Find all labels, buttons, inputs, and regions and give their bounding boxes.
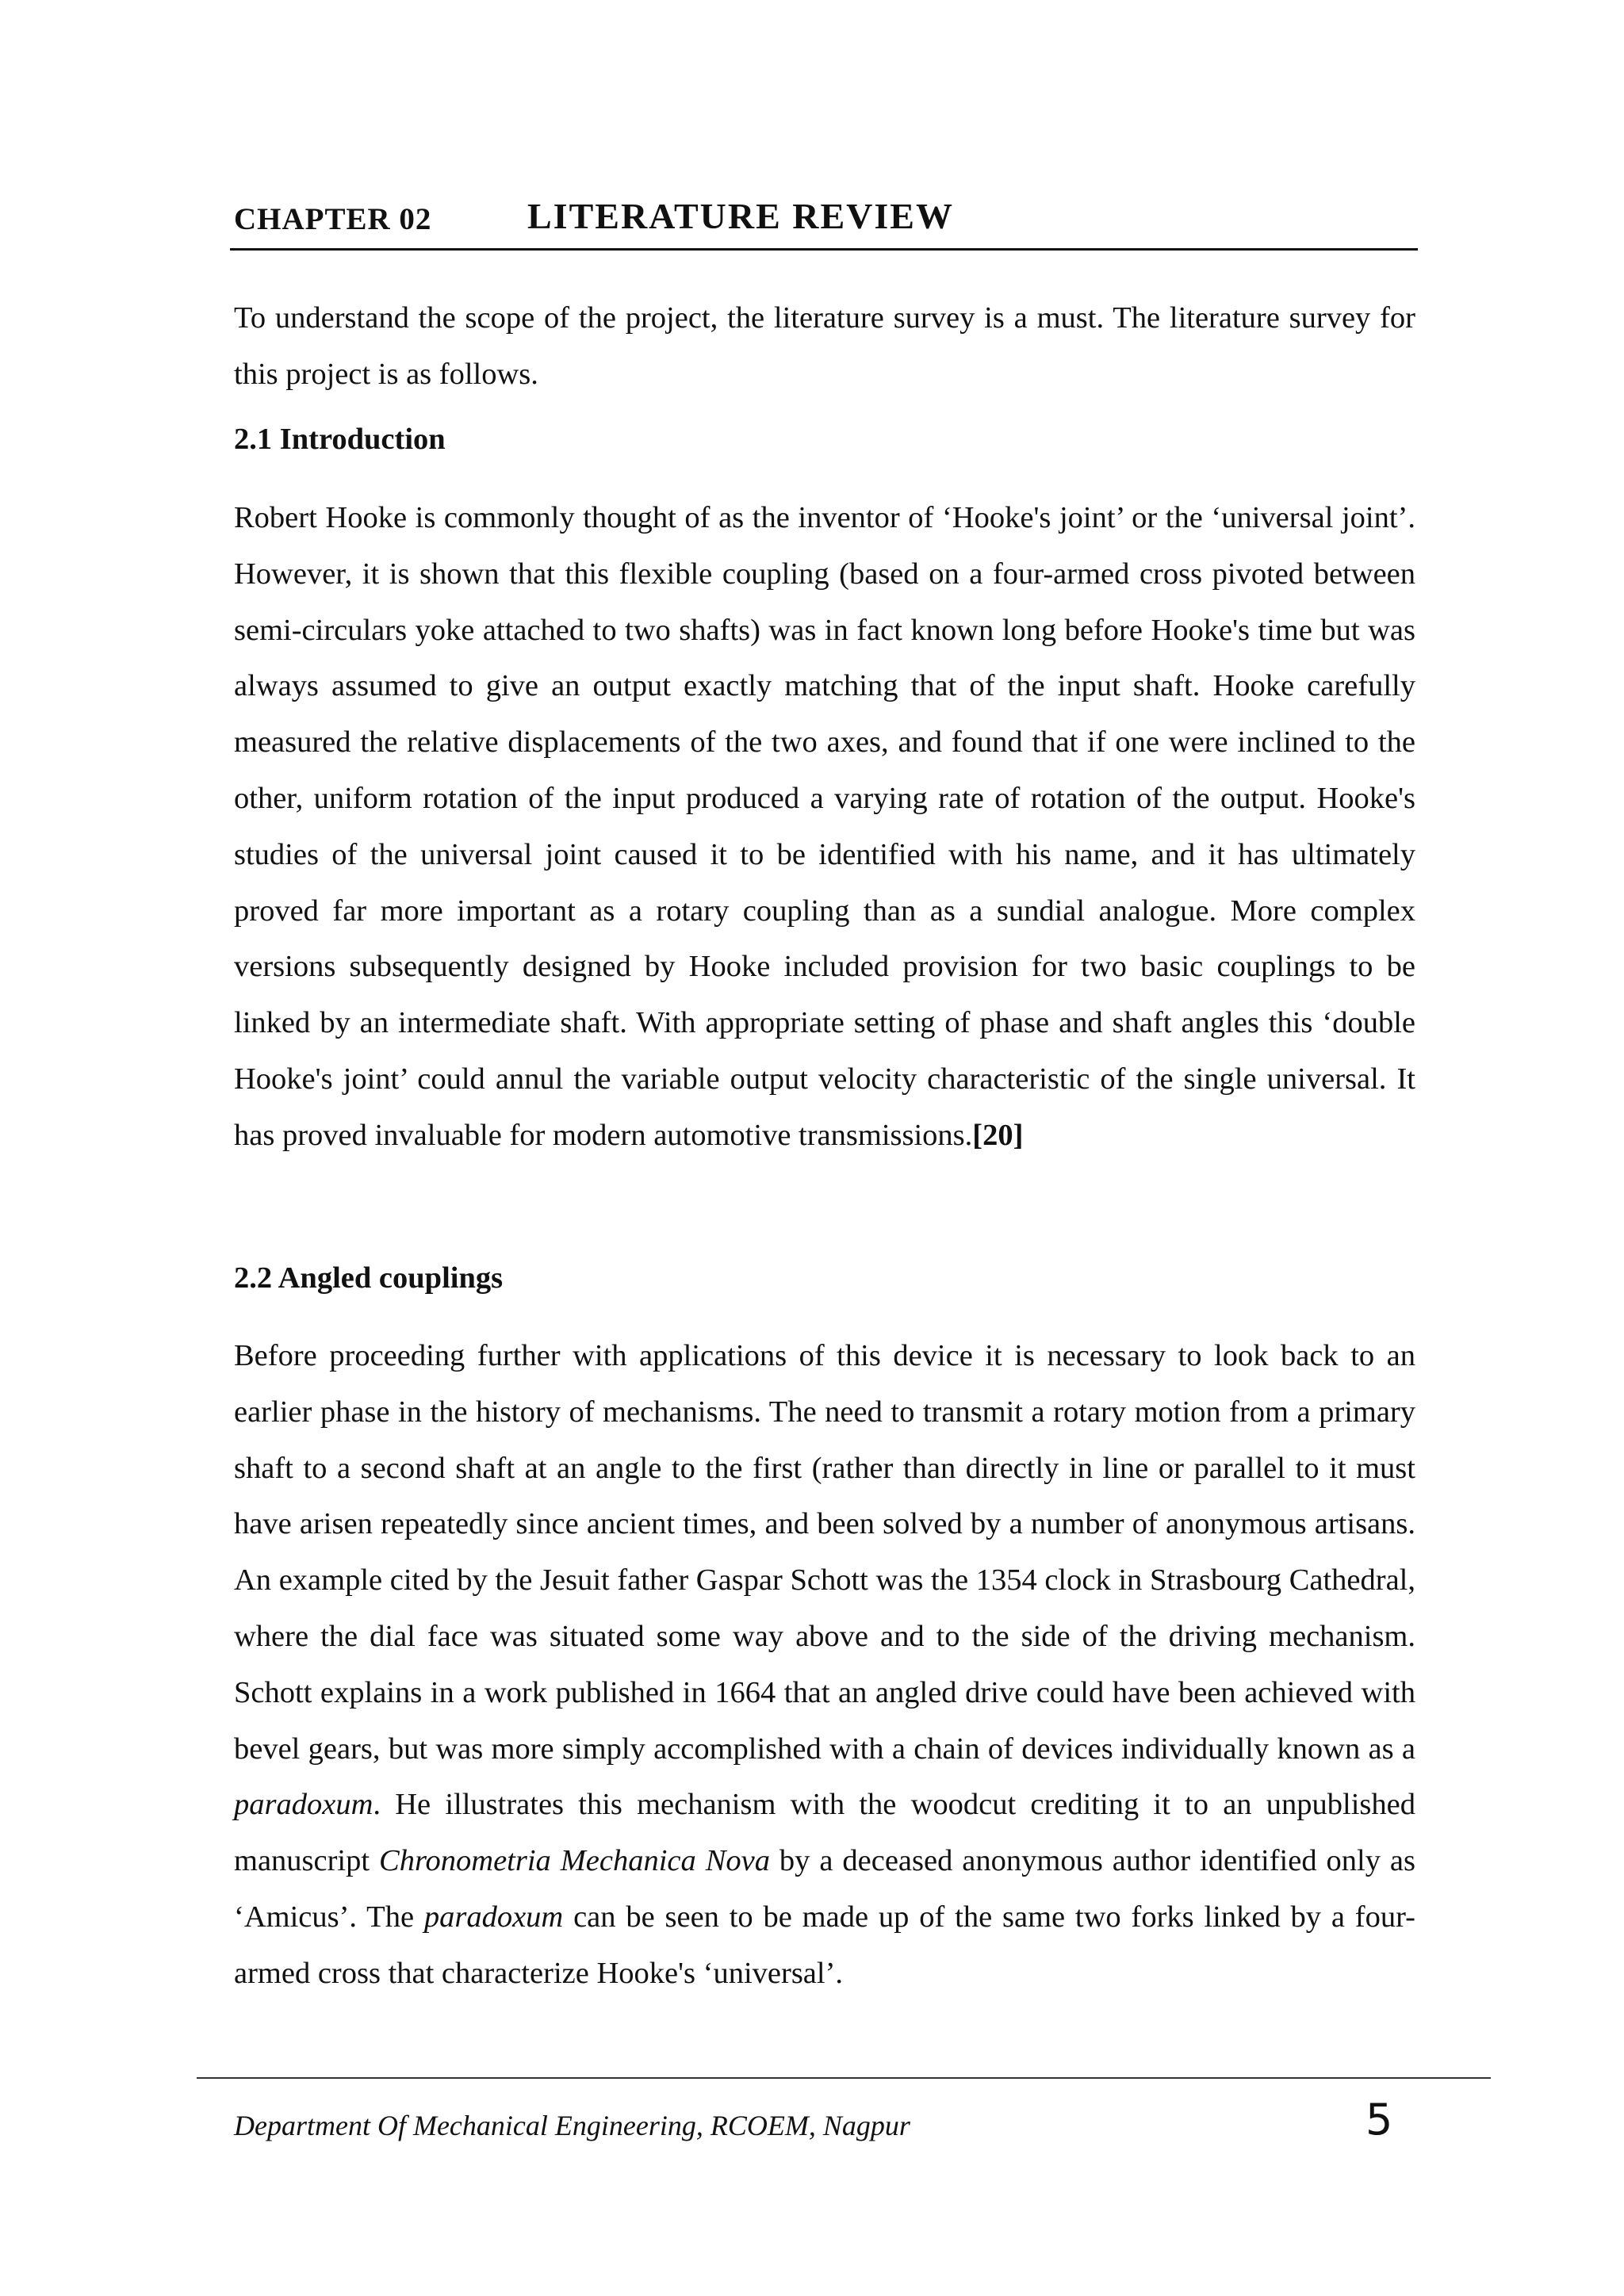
chapter-header — [234, 195, 1417, 251]
angled-couplings-paragraph — [234, 1328, 1415, 2002]
chapter-divider — [230, 248, 1418, 251]
angled-text-part-3: by a deceased anonymous author identified only as ‘Amicus’. The — [234, 1844, 1415, 1934]
citation: [20] — [972, 1118, 1024, 1152]
intro-paragraph: To understand the scope of the project, the literature survey is a must. The literature survey for this project is as follows. — [234, 301, 1415, 391]
chapter-title: LITERATURE REVIEW — [527, 196, 954, 236]
section-heading-introduction: 2.1 Introduction — [234, 423, 446, 456]
introduction-paragraph — [234, 490, 1415, 1164]
introduction-text: Robert Hooke is commonly thought of as the inventor of ‘Hooke's joint’ or the ‘universal joint’. However, it is shown that this flexible coupling (based on a four-armed cross pivoted between semi-circulars yoke attached to two shafts) was in fact known long before Hooke's time but was always assumed to give an output exactly matching that of the input shaft. Hooke carefully measured the relative displacements of the two axes, and found that if one were inclined to the other, uniform rotation of the input produced a varying rate of rotation of the output. Hooke's studies of the universal joint caused it to be identified with his name, and it has ultimately proved far more important as a rotary coupling than as a sundial analogue. More complex versions subsequently designed by Hooke included provision for two basic couplings to be linked by an intermediate shaft. With appropriate setting of phase and shaft angles this ‘double Hooke's joint’ could annul the variable output velocity characteristic of the single universal. It has proved invaluable for modern automotive transmissions. — [234, 501, 1415, 1152]
italic-manuscript-title: Chronometria Mechanica Nova — [379, 1844, 770, 1878]
footer-divider — [197, 2077, 1491, 2079]
italic-paradoxum: paradoxum — [234, 1788, 373, 1822]
footer-department: Department Of Mechanical Engineering, RCOEM, Nagpur — [234, 2110, 910, 2141]
section-heading-angled-couplings: 2.2 Angled couplings — [234, 1261, 504, 1295]
angled-text-part-4: can be seen to be made up of the same two forks linked by a four-armed cross that characterize Hooke's ‘universal’. — [234, 1900, 1415, 1990]
page-number: 5 — [1365, 2095, 1393, 2145]
angled-text-part-2: . He illustrates this mechanism with the woodcut crediting it to an unpublished manuscript — [234, 1788, 1415, 1878]
chapter-number: CHAPTER 02 — [234, 202, 432, 236]
italic-paradoxum: paradoxum — [423, 1900, 564, 1934]
angled-text-part-1: Before proceeding further with applications of this device it is necessary to look back to an earlier phase in the history of mechanisms. The need to transmit a rotary motion from a primary shaft to a second shaft at an angle to the first (rather than directly in line or parallel to it must have arisen repeatedly since ancient times, and been solved by a number of anonymous artisans. An example cited by the Jesuit father Gaspar Schott was the 1354 clock in Strasbourg Cathedral, where the dial face was situated some way above and to the side of the driving mechanism. Schott explains in a work published in 1664 that an angled drive could have been achieved with bevel gears, but was more simply accomplished with a chain of devices individually known as a — [234, 1339, 1415, 1766]
